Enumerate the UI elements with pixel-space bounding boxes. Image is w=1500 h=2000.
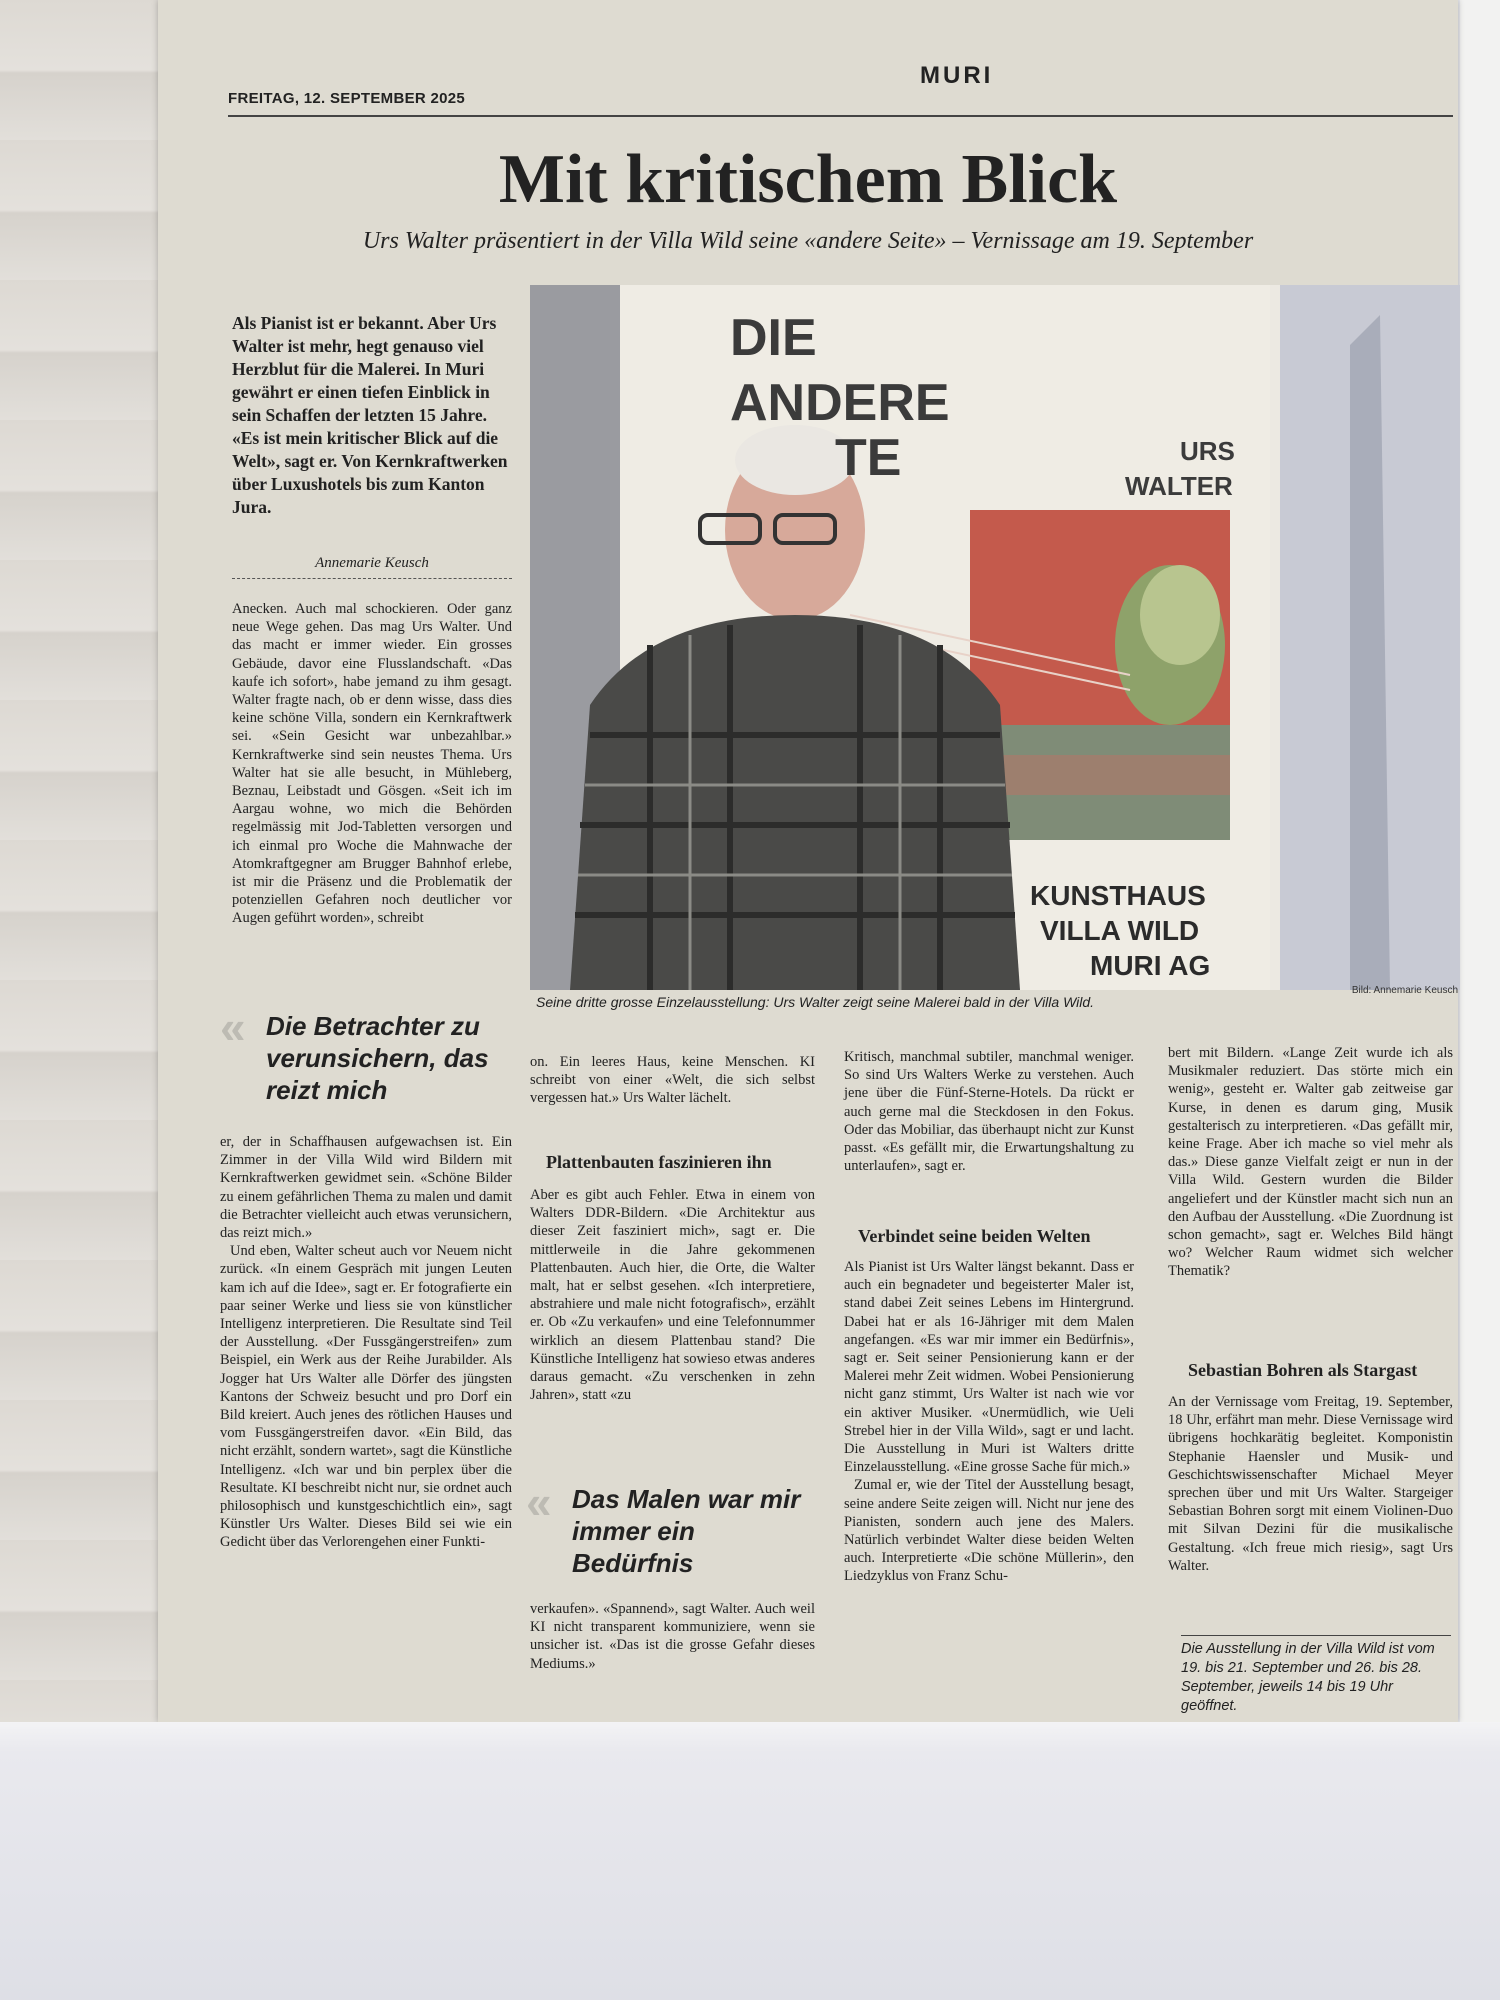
column-1-top [232, 600, 512, 928]
column-4-bottom [1168, 1393, 1453, 1575]
subhead-plattenbauten: Plattenbauten faszinieren ihn [546, 1152, 772, 1172]
poster-venue-3: MURI AG [1090, 950, 1211, 981]
poster-text-die: DIE [730, 309, 817, 367]
subhead-stargast: Sebastian Bohren als Stargast [1188, 1360, 1418, 1380]
column-4-top [1168, 1044, 1453, 1281]
pull-quote-1: Die Betrachter zu verunsichern, das reizt mich [266, 1011, 489, 1105]
column-2-top [530, 1053, 815, 1108]
article-author: Annemarie Keusch [315, 555, 429, 571]
article-headline: Mit kritischem Blick [498, 141, 1118, 218]
article-subline: Urs Walter präsentiert in der Villa Wild seine «andere Seite» – Vernissage am 19. September [362, 228, 1254, 254]
photo-credit: Bild: Annemarie Keusch [1351, 985, 1458, 996]
paragraph: Zumal er, wie der Titel der Ausstellung besagt, seine andere Seite zeigen will. Nicht nur jene des Pianisten, sondern auch jene des Malers. Natürlich verbindet Walter diese beiden Welten auch. Interpretierte «Die schöne Müllerin», den Liedzyklus von Franz Schu- [844, 1477, 1134, 1585]
photo-illustration [530, 285, 1460, 990]
article-lead: Als Pianist ist er bekannt. Aber Urs Walter ist mehr, hegt genauso viel Herzblut für die Malerei. In Muri gewährt er einen tiefen Einblick in sein Schaffen der letzten 15 Jahre. «Es ist mein kritischer Blick auf die Welt», sagt er. Von Kernkraftwerken über Luxushotels bis zum Kanton Jura. [232, 313, 508, 517]
paragraph: verkaufen». «Spannend», sagt Walter. Auch weil KI nicht transparent kommuniziere, wenn sie unsicher ist. «Das ist die grosse Gefahr dieses Mediums.» [530, 1601, 815, 1672]
column-3-bottom [844, 1258, 1134, 1586]
photo-caption: Seine dritte grosse Einzelausstellung: Urs Walter zeigt seine Malerei bald in der Villa Wild. [536, 994, 1095, 1010]
author-divider [232, 578, 512, 579]
quote-mark-icon: « [526, 1476, 552, 1528]
poster-text-seite: TE [835, 429, 902, 487]
paragraph: er, der in Schaffhausen aufgewachsen ist. Ein Zimmer in der Villa Wild wird Bildern mit Kernkraftwerken gewidmet sein. «Schöne Bilder zu einem gefährlichen Thema zu malen und damit die Betrachter vielleicht auch etwas verunsichern, das reizt mich.» [220, 1134, 512, 1242]
paragraph: bert mit Bildern. «Lange Zeit wurde ich als Musikmaler reduziert. Das störte mich ein wenig», gesteht er. Walter gab zeitweise gar Kurse, in denen es darum ging, Musik gestalterisch zu interpretieren. «Das gefällt mir, keine Frage. Aber ich mache so viel mehr als das.» Diese ganze Vielfalt zeigt er nun in der Villa Wild. Gestern wurden die Bilder angeliefert und der Künstler macht sich nun an den Aufbau der Ausstellung. «Die Zuordnung ist schon gemacht», sagt er. Welches Bild hängt wo? Welcher Raum widmet sich welcher Thematik? [1168, 1045, 1453, 1280]
column-2-bottom [530, 1600, 815, 1673]
paragraph: An der Vernissage vom Freitag, 19. September, 18 Uhr, erfährt man mehr. Diese Vernissage wird übrigens hochkarätig begleitet. Komponistin Stephanie Haensler und Musik- und Geschichtswissenschafter Michael Meyer sprechen über und mit Urs Walter. Stargeiger Sebastian Bohren sorgt mit einem Violinen-Duo mit Silvan Dezini für die musikalische Gestaltung. «Ich freue mich riesig», sagt Urs Walter. [1168, 1394, 1453, 1574]
poster-venue-2: VILLA WILD [1040, 915, 1200, 946]
column-1-bottom [220, 1133, 512, 1552]
newspaper-page [158, 0, 1458, 1722]
paragraph: Als Pianist ist Urs Walter längst bekannt. Dass er auch ein begnadeter und begeisterter Maler ist, stand dabei Zeit seines Lebens im Hintergrund. Dabei hat er als 16-Jähriger mit dem Malen angefangen. «Es war mir immer ein Bedürfnis», sagt er. Seit seiner Pensionierung kann er der Malerei mehr Zeit widmen. Wobei Pensionierung nicht ganz stimmt, Urs Walter ist nach wie vor ein aktiver Musiker. «Unermüdlich, wie Ueli Strebel hier in der Villa Wild», sagt er und lacht. Die Ausstellung in Muri ist Walters dritte Einzelausstellung. «Eine grosse Sache für mich.» [844, 1259, 1134, 1476]
background-edge [1460, 0, 1500, 1725]
paragraph: on. Ein leeres Haus, keine Menschen. KI schreibt von einer «Welt, die sich selbst vergessen hat.» Urs Walter lächelt. [530, 1054, 815, 1107]
subhead-welten: Verbindet seine beiden Welten [858, 1226, 1091, 1246]
issue-date: FREITAG, 12. SEPTEMBER 2025 [228, 90, 466, 107]
header-rule [228, 115, 1453, 117]
exhibition-info: Die Ausstellung in der Villa Wild ist vom 19. bis 21. September und 26. bis 28. September, jeweils 14 bis 19 Uhr geöffnet. [1181, 1635, 1451, 1716]
column-2-middle [530, 1186, 815, 1404]
paragraph: Anecken. Auch mal schockieren. Oder ganz neue Wege gehen. Das mag Urs Walter. Und das macht er immer wieder. Ein grosses Gebäude, davor eine Flusslandschaft. «Das kaufe ich sofort», habe jemand zu ihm gesagt. Walter fragte nach, ob er denn wisse, dass dies keine schöne Villa, sondern ein Kernkraftwerk sei. «Sein Gesicht war unbezahlbar.» Kernkraftwerke sind sein neustes Thema. Urs Walter hat sie alle besucht, in Mühleberg, Beznau, Leibstadt und Gösgen. «Seit ich im Aargau wohne, wo mich die Behörden regelmässig mit Jod-Tabletten versorgen und ich einmal pro Woche die Mahnwache der Atomkraftgegner am Brugger Bahnhof erlebe, ist mir die Präsenz und die Problematik der potenziellen Gefahren noch deutlicher vor Augen geführt worden», schreibt [232, 601, 512, 927]
poster-venue-1: KUNSTHAUS [1030, 880, 1206, 911]
paragraph: Kritisch, manchmal subtiler, manchmal weniger. So sind Urs Walters Werke zu verstehen. Auch jene über die Fünf-Sterne-Hotels. Da rückt er auch gerne mal die Steckdosen in den Fokus. Oder das Mobiliar, das überhaupt nicht zur Kunst passt. «Es gefällt mir, die Erwartungshaltung zu unterlaufen», sagt er. [844, 1049, 1134, 1175]
poster-artist-first: URS [1180, 436, 1235, 466]
column-3-top [844, 1048, 1134, 1175]
poster-artist-last: WALTER [1125, 471, 1233, 501]
article-photo [530, 285, 1460, 990]
white-board-background [0, 1722, 1500, 2000]
wooden-table-background [0, 0, 165, 1725]
paragraph: Und eben, Walter scheut auch vor Neuem nicht zurück. «In einem Gespräch mit jungen Leuten kam ich auf die Idee», sagt er. Er fotografierte ein paar seiner Werke und liess sie von künstlicher Intelligenz interpretieren. Die Resultate sind Teil der Ausstellung. «Der Fussgängerstreifen» zum Beispiel, ein Werk aus der Reihe Jurabilder. Als Jogger hat Urs Walter alle Dörfer des jüngsten Kantons der Schweiz besucht und pro Dorf ein Bild kreiert. Auch jenes des rötlichen Hauses und vom Fussgängerstreifen davor. «Ein Bild, das nicht erzählt, sondern wartet», sagt die Künstliche Intelligenz. «Ich war und bin perplex über die Resultate. KI beschreibt nicht nur, sie ordnet auch philosophisch und kunstgeschichtlich ein», sagt Künstler Urs Walter. Dieses Bild sei wie ein Gedicht über das Verlorengehen einer Funkti- [220, 1243, 512, 1551]
pull-quote-2: Das Malen war mir immer ein Bedürfnis [572, 1484, 801, 1578]
quote-mark-icon: « [220, 1001, 246, 1053]
section-title: MURI [920, 62, 994, 89]
paragraph: Aber es gibt auch Fehler. Etwa in einem von Walters DDR-Bildern. «Die Architektur aus dieser Zeit fasziniert mich», sagt er. Die mittlerweile in die Jahre gekommenen Plattenbauten. Auch hier, die Orte, die Walter malt, hat er selbst gesehen. «Ich interpretiere, abstrahiere und male nicht fotografisch», erzählt er. Ob «Zu verkaufen» und eine Telefonnummer wirklich an diesem Plattenbau stand? Die Künstliche Intelligenz hat sowieso etwas anderes daraus gemacht. «Zu verschenken in zehn Jahren», statt «zu [530, 1187, 815, 1404]
poster-text-andere: ANDERE [730, 374, 950, 432]
